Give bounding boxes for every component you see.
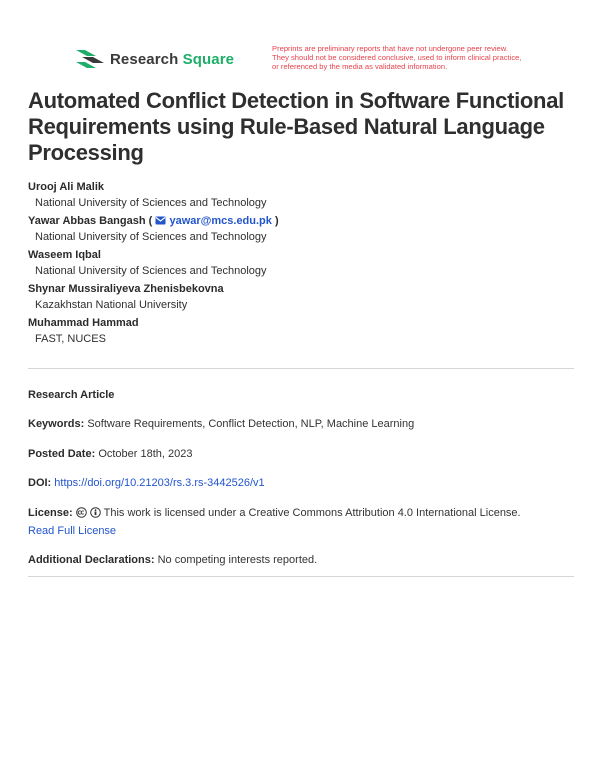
license: [28, 505, 574, 539]
divider: [28, 368, 574, 369]
author-name: Yawar Abbas Bangash: [28, 215, 146, 227]
brand-name-part1: Research: [110, 50, 179, 68]
author-name: Shynar Mussiraliyeva Zhenisbekovna: [28, 283, 224, 295]
license-text: This work is licensed under a Creative Commons Attribution 4.0 International License.: [103, 507, 521, 519]
additional-declarations: [28, 552, 574, 568]
creative-commons-icon: [76, 507, 87, 518]
author-list: [28, 179, 568, 349]
author-entry: [28, 213, 568, 245]
author-affiliation: FAST, NUCES: [35, 333, 106, 345]
author-entry: [28, 315, 568, 347]
author-affiliation: National University of Sciences and Technology: [35, 265, 267, 277]
brand-name-part2: Square: [182, 50, 235, 68]
cc-icons: [76, 507, 101, 523]
read-full-license-link[interactable]: Read Full License: [28, 525, 117, 537]
doi: [28, 475, 574, 491]
notice-line: Preprints are preliminary reports that have not undergone peer review.: [272, 44, 508, 53]
article-type: [28, 387, 574, 403]
author-name: Waseem Iqbal: [28, 249, 101, 261]
divider: [28, 576, 574, 577]
author-affiliation: Kazakhstan National University: [35, 299, 188, 311]
declarations-label: Additional Declarations:: [28, 554, 155, 566]
author-entry: [28, 281, 568, 313]
notice-line: or referenced by the media as validated information.: [272, 62, 448, 71]
author-name: Muhammad Hammad: [28, 317, 139, 329]
envelope-icon: [155, 216, 166, 225]
keywords-value: Software Requirements, Conflict Detection, NLP, Machine Learning: [87, 418, 415, 430]
research-square-logo[interactable]: [76, 48, 234, 70]
author-entry: [28, 247, 568, 279]
author-affiliation: National University of Sciences and Technology: [35, 231, 267, 243]
article-type-value: Research Article: [28, 389, 115, 401]
author-email-wrap: ( yawar@mcs.edu.pk ): [148, 215, 279, 227]
author-name: Urooj Ali Malik: [28, 181, 104, 193]
declarations-value: No competing interests reported.: [157, 554, 318, 566]
posted-date: [28, 446, 574, 462]
posted-date-label: Posted Date:: [28, 448, 96, 460]
keywords-label: Keywords:: [28, 418, 85, 430]
header: [76, 44, 576, 84]
doi-link[interactable]: https://doi.org/10.21203/rs.3.rs-3442526/v1: [54, 477, 265, 489]
research-square-logo-icon: [76, 48, 104, 70]
keywords: [28, 416, 574, 432]
author-email-link[interactable]: yawar@mcs.edu.pk: [169, 215, 272, 227]
posted-date-value: October 18th, 2023: [98, 448, 193, 460]
author-affiliation: National University of Sciences and Technology: [35, 197, 267, 209]
brand-name: [110, 51, 234, 68]
attribution-icon: [90, 507, 101, 518]
preprint-notice: [272, 44, 572, 71]
doi-label: DOI:: [28, 477, 52, 489]
author-entry: [28, 179, 568, 211]
notice-line: They should not be considered conclusive, used to inform clinical practice,: [272, 53, 522, 62]
license-label: License:: [28, 507, 73, 519]
author-name-line: [28, 213, 568, 229]
paper-title: Automated Conflict Detection in Software Functional Requirements using Rule-Based Natural Language Processing: [28, 88, 564, 165]
